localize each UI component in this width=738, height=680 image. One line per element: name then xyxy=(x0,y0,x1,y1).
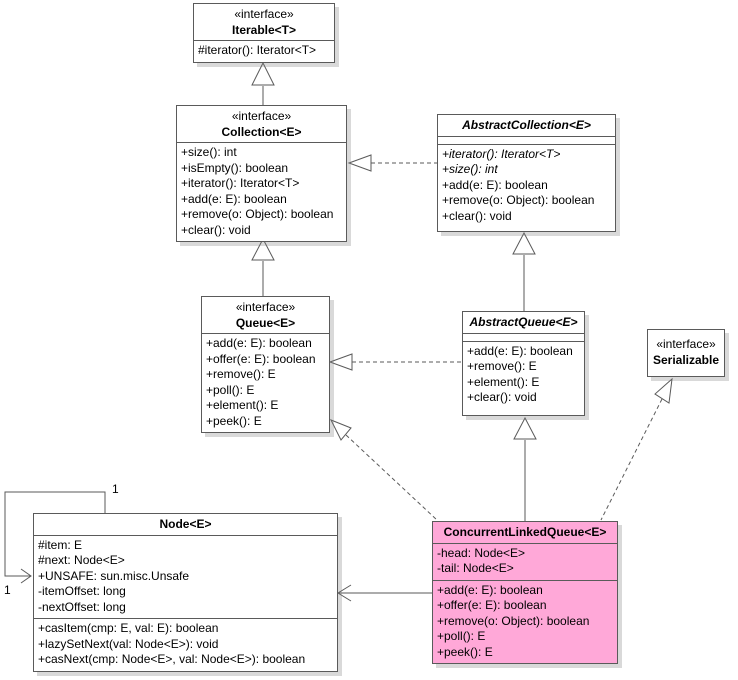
stereotype-label: «interface» xyxy=(234,7,294,21)
attribute-line: -itemOffset: long xyxy=(38,584,126,598)
class-box-queue[interactable] xyxy=(201,296,330,433)
class-box-node[interactable] xyxy=(33,513,338,672)
multiplicity-label-bottom: 1 xyxy=(4,583,11,597)
method-line: +clear(): void xyxy=(181,222,251,237)
methods-compartment xyxy=(202,333,329,432)
method-line: +clear(): void xyxy=(467,390,537,404)
class-name: Queue<E> xyxy=(235,315,296,330)
realization-edge-clq-serializable xyxy=(601,379,672,520)
realization-edge-abstractcollection-collection xyxy=(349,155,437,171)
method-line: +remove(o: Object): boolean xyxy=(437,613,590,628)
attributes-compartment-empty xyxy=(463,333,584,341)
generalization-edge-clq-abstractqueue xyxy=(514,418,536,521)
class-name: Collection<E> xyxy=(221,124,302,139)
class-title xyxy=(202,297,329,333)
methods-compartment xyxy=(177,142,346,241)
class-name: ConcurrentLinkedQueue<E> xyxy=(443,525,607,539)
stereotype-label: «interface» xyxy=(235,300,296,314)
class-box-serializable[interactable] xyxy=(647,329,725,377)
class-name: AbstractQueue<E> xyxy=(469,315,578,329)
method-line: +clear(): void xyxy=(442,208,512,223)
method-line: +add(e: E): boolean xyxy=(437,582,543,597)
class-name: AbstractCollection<E> xyxy=(462,118,591,132)
stereotype-label: «interface» xyxy=(656,337,716,351)
method-line: +lazySetNext(val: Node<E>): void xyxy=(38,636,219,651)
method-line: +iterator(): Iterator<T> xyxy=(181,176,300,190)
method-line: +add(e: E): boolean xyxy=(467,343,573,358)
method-line: +element(): E xyxy=(206,398,279,412)
attributes-compartment xyxy=(34,535,337,619)
generalization-edge-queue-collection xyxy=(252,239,274,296)
attributes-compartment-empty xyxy=(438,136,615,144)
method-line: +casItem(cmp: E, val: E): boolean xyxy=(38,621,219,635)
methods-compartment xyxy=(438,144,615,228)
class-title xyxy=(34,514,337,535)
class-title xyxy=(438,115,615,136)
stereotype-label: «interface» xyxy=(231,109,292,123)
class-title xyxy=(433,522,617,543)
method-line: +iterator(): Iterator<T> xyxy=(442,146,561,161)
multiplicity-label-top: 1 xyxy=(112,482,119,496)
method-line: +size(): int xyxy=(442,162,498,176)
class-box-abstract-collection[interactable] xyxy=(437,114,616,232)
class-box-iterable[interactable] xyxy=(193,3,335,63)
methods-compartment xyxy=(463,341,584,409)
class-box-collection[interactable] xyxy=(176,105,347,242)
method-line: +peek(): E xyxy=(437,644,493,659)
attribute-line: -nextOffset: long xyxy=(38,599,126,614)
association-edge-clq-node xyxy=(338,585,432,601)
method-line: #iterator(): Iterator<T> xyxy=(198,43,317,57)
attributes-compartment xyxy=(433,543,617,580)
method-line: +add(e: E): boolean xyxy=(206,336,312,350)
method-line: +poll(): E xyxy=(206,382,255,397)
class-title xyxy=(194,4,334,40)
attribute-line: #item: E xyxy=(38,537,83,552)
class-name: Iterable<T> xyxy=(231,22,297,37)
methods-compartment xyxy=(194,40,334,62)
method-line: +remove(): E xyxy=(467,359,537,373)
generalization-edge-collection-iterable xyxy=(252,63,274,105)
method-line: +casNext(cmp: Node<E>, val: Node<E>): boolean xyxy=(38,652,306,666)
method-line: +isEmpty(): boolean xyxy=(181,160,289,175)
method-line: +poll(): E xyxy=(437,629,486,643)
method-line: +add(e: E): boolean xyxy=(181,191,287,206)
method-line: +remove(o: Object): boolean xyxy=(181,207,334,221)
class-name: Serializable xyxy=(652,352,720,367)
methods-compartment xyxy=(433,580,617,664)
method-line: +size(): int xyxy=(181,145,237,159)
generalization-edge-abstractqueue-abstractcollection xyxy=(513,233,535,311)
attribute-line: -tail: Node<E> xyxy=(437,561,514,575)
realization-edge-clq-queue xyxy=(331,420,437,520)
method-line: +element(): E xyxy=(467,374,540,389)
class-title xyxy=(463,312,584,333)
method-line: +offer(e: E): boolean xyxy=(206,351,316,366)
class-title xyxy=(648,330,724,375)
class-box-concurrent-linked-queue[interactable] xyxy=(432,521,618,664)
attribute-line: -head: Node<E> xyxy=(437,545,526,560)
method-line: +add(e: E): boolean xyxy=(442,177,548,192)
method-line: +remove(): E xyxy=(206,367,276,381)
attribute-line: +UNSAFE: sun.misc.Unsafe xyxy=(38,568,190,583)
method-line: +remove(o: Object): boolean xyxy=(442,193,595,207)
attribute-line: #next: Node<E> xyxy=(38,553,125,567)
methods-compartment xyxy=(34,618,337,671)
class-box-abstract-queue[interactable] xyxy=(462,311,585,416)
realization-edge-abstractqueue-queue xyxy=(330,354,462,370)
method-line: +peek(): E xyxy=(206,413,262,428)
method-line: +offer(e: E): boolean xyxy=(437,598,547,612)
class-name: Node<E> xyxy=(159,517,212,531)
class-title xyxy=(177,106,346,142)
